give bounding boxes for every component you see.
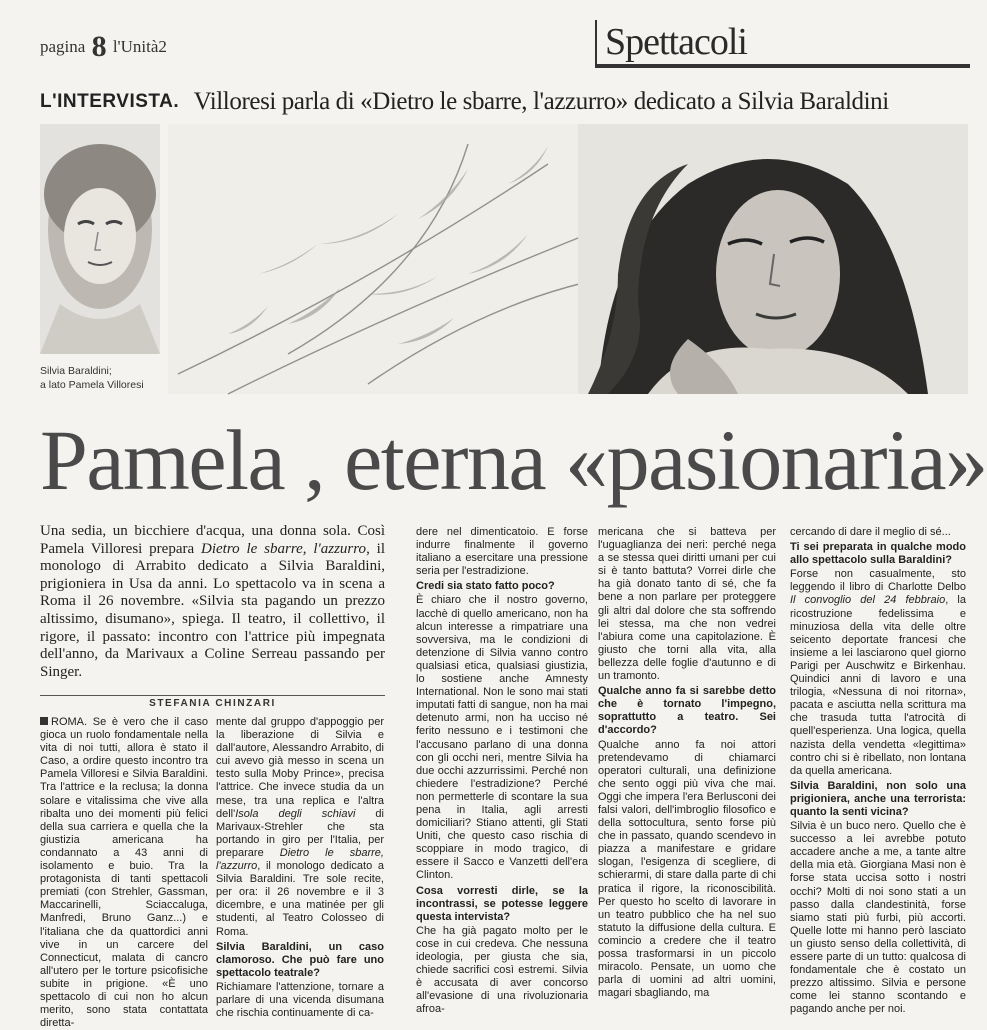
column-3-text-b: È chiaro che il nostro governo, lacchè di quello americano, non ha alcun interesse a rimpatriare una sovversiva, ma le condizioni di detenzione di Silvia vanno contro qualsiasi etica, qualsiasi giustizia, lo sostiene anche Amnesty International. Non le sono mai stati imputati fatti di sangue, non ha mai detenuto armi, non ha ucciso né ferito nessuno e i testimoni che l'accusano parlano di una donna con gli occhi neri, mentre Silvia ha due occhi azzurrissimi. Perché non chiedere l'estradizione? Perché non permetterle di scontare la sua pena in Italia, agli arresti domiciliari? Stiano attenti, gli Stati Uniti, che questo caso rischia di scoppiare in modo tragico, di essere il Sacco e Vanzetti dell'era Clinton. [416, 594, 588, 882]
article-column-5 [790, 526, 966, 1016]
headline: Pamela , eterna «pasionaria» [40, 412, 987, 508]
page-header [40, 18, 970, 68]
byline-rule [40, 695, 385, 696]
portrait-image [40, 124, 160, 354]
article-column-2 [216, 716, 384, 1020]
question-6: Silvia Baraldini, non solo una prigioniera, anche una terrorista: quanto la senti vicina? [790, 779, 966, 818]
feature-photo [168, 124, 968, 394]
lede-text-2: , il monologo di Arrabito dedicato a Silvia Baraldini, prigioniera in Usa da anni. Lo spettacolo va in scena a Roma il 26 novembre. «Silvia sta pagando un prezzo altissimo, disumano», spiega. Il teatro, il collettivo, il rigore, il passato: incontro con l'attrice più impegnata dell'anno, da Marivaux a Coline Serreau passando per Singer. [40, 540, 386, 680]
column-2-text-d: Richiamare l'attenzione, tornare a parlare di una vicenda disumana che rischia continuamente di ca- [216, 980, 384, 1020]
column-5-text-a: cercando di dare il meglio di sé... [790, 526, 951, 538]
column-5-text-b: Forse non casualmente, sto leggendo il libro di Charlotte Delbo [790, 568, 966, 594]
column-5-text-c: , la ricostruzione fedelissima e minuziosa della vita delle oltre seicento deportate francesi che insieme a lei lasciarono quel giorno Parigi per Auschwitz e Birkenhau. Quindici anni di lavoro e una trilogia, «Nessuna di noi ritorna», pacata e asciutta nella scrittura ma che trasuda tutta l'atrocità di quell'esperienza. Una logica, quella nazista della vendetta «legittima» contro chi si è ribellato, non lontana da quella americana. [790, 594, 966, 777]
byline: STEFANIA CHINZARI [149, 698, 276, 709]
section-title: Spettacoli [605, 21, 747, 63]
question-3: Cosa vorresti dirle, se la incontrassi, se potesse leggere questa intervista? [416, 884, 588, 923]
column-1-text: ROMA. Se è vero che il caso gioca un ruolo fondamentale nella vita di noi tutti, allora è stato il Caso, a ordire questo incontro tra Pamela Villoresi e Silvia Baraldini. Tra l'attrice e la reclusa; la donna solare e vitalissima che vive alla ribalta uno dei momenti più felici della sua carriera e quella che la giustizia americana ha condannato a 43 anni di isolamento e buio. Tra la protagonista di tanti spettacoli premiati (con Strehler, Gassman, Maccarinelli, Sciaccaluga, Manfredi, Bruno Ganz...) e l'italiana che da quattordici anni vive in un carcere del Connecticut, malata di cancro all'utero per le torture psicofisiche subite in prigione. «È uno spettacolo di cui non ho alcun merito, sono stata contattata diretta- [40, 716, 208, 1030]
question-1: Silvia Baraldini, un caso clamoroso. Che può fare uno spettacolo teatrale? [216, 940, 384, 979]
header-divider [595, 20, 597, 68]
column-2-text-b: di Marivaux-Strehler che sta portando in giro per l'Italia, per preparare [216, 807, 384, 859]
question-2: Credi sia stato fatto poco? [416, 580, 555, 593]
portrait-photo [40, 124, 160, 354]
article-column-1 [40, 716, 208, 1030]
column-2-text-a: mente dal gruppo d'appoggio per la liberazione di Silvia e dall'autore, Alessandro Arrabito, di cui avevo già messo in scena un testo sulla Moby Prince», precisa l'attrice. Che invece studia da un mese, tra una replica e l'altra dell' [216, 716, 384, 820]
lede-show-title: Dietro le sbarre, l'azzurro [201, 540, 367, 557]
kicker-line [40, 88, 970, 122]
column-4-text-b: Qualche anno fa noi attori pretendevamo di chiamarci operatori culturali, una definizione che sento oggi più viva che mai. Oggi che impera l'era Berlusconi dei falsi valori, dell'imbroglio filosofico e della sottocultura, sento forse più che in passato, quando scendevo in piazza a manifestare e gridare slogan, l'esigenza di scegliere, di schierarmi, di stare dalla parte di chi pratica il rigore, la riconoscibilità. Per questo ho scelto di lavorare in un teatro pubblico che ha nel suo statuto la diffusione della cultura. E comincio a credere che il teatro possa trasformarsi in un piccolo miracolo. Pensate, un uomo che parla di uomini ad altri uomini, magari sbagliando, ma [598, 738, 776, 1000]
article-column-4 [598, 526, 776, 1000]
page-number: 8 [91, 30, 107, 63]
dateline-marker [40, 717, 48, 725]
column-2-title-1: Isola degli schiavi [235, 807, 356, 820]
question-4: Qualche anno fa si sarebbe detto che è tornato l'impegno, soprattutto a teatro. Sei d'accordo? [598, 685, 776, 737]
page-prefix: pagina [40, 37, 86, 56]
feature-image [168, 124, 968, 394]
column-5-text-d: Silvia è un buco nero. Quello che è successo a lei avrebbe potuto accadere anche a me, a tante altre della mia età. Giorgiana Masi non è forse stata uccisa sotto i nostri occhi? Molti di noi sono stati a un passo dalla clandestinità, forse siamo stati più furbi, più accorti. Quelle lotte mi hanno però lasciato un giusto senso della collettività, di essere parte di un tutto: qualcosa di fondamentale che è costato un prezzo altissimo. Silvia e persone come lei stanno scontando e pagando anche per noi. [790, 820, 966, 1016]
paper-name: l'Unità2 [112, 37, 167, 56]
column-3-text-c: Che ha già pagato molto per le cose in cui credeva. Che nessuna ideologia, per giusta che sia, chiede sacrifici così estremi. Silvia è accusata di aver concorso all'evasione di una rivoluzionaria afroa- [416, 924, 588, 1016]
photo-caption [40, 364, 190, 392]
column-5-book-title: Il convoglio del 24 febbraio [790, 594, 946, 607]
article-column-3 [416, 526, 588, 1016]
question-5: Ti sei preparata in qualche modo allo spettacolo sulla Baraldini? [790, 541, 966, 567]
column-4-text-a: mericana che si batteva per l'uguaglianza dei neri: perché nega a se stessa quei diritti umani per cui si è tanto battuta? Vorrei dirle che ha già donato tanto di sé, che fa bene a non parlare per proteggere gli altri dal dolore che sta soffrendo lei stessa, ma che non vedrei l'abiura come una capitolazione. È giusto che torni alla vita, alla bellezza delle foglie d'autunno e di un tramonto. [598, 526, 776, 683]
lede-text-1: Una sedia, un bicchiere d'acqua, una donna sola. Così Pamela Villoresi prepara [40, 523, 385, 557]
caption-line-1: Silvia Baraldini; [40, 365, 112, 377]
column-2-text-c: , il monologo dedicato a Silvia Baraldini. Tre sole recite, per ora: il 26 novembre e il 3 dicembre, e una matinée per gli studenti, al Teatro Colosseo di Roma. [216, 860, 384, 938]
column-3-text-a: dere nel dimenticatoio. E forse indurre finalmente il governo italiano a esercitare una pressione seria per l'estradizione. [416, 526, 588, 578]
header-rule [595, 64, 970, 68]
column-2-title-2: Dietro le sbarre, l'azzurro [216, 846, 384, 873]
folio [40, 30, 167, 64]
caption-line-2: a lato Pamela Villoresi [40, 379, 144, 391]
lede-paragraph [40, 523, 385, 681]
kicker-tag: L'INTERVISTA. [40, 91, 180, 112]
kicker-deck: Villoresi parla di «Dietro le sbarre, l'azzurro» dedicato a Silvia Baraldini [193, 88, 889, 115]
